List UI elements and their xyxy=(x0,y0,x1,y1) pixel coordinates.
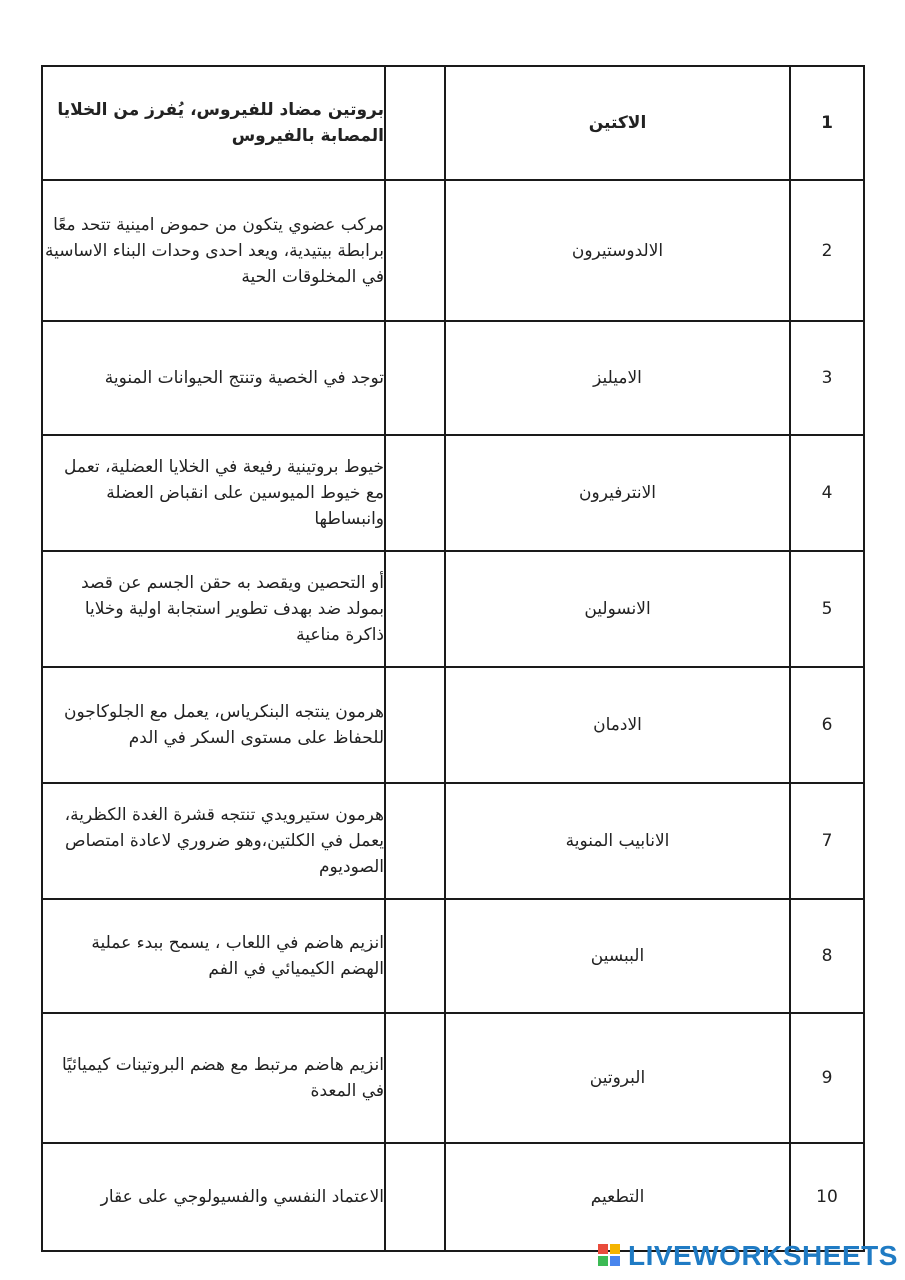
answer-box[interactable] xyxy=(385,435,445,551)
row-number: 9 xyxy=(790,1013,864,1143)
table-row xyxy=(42,667,864,783)
row-number: 6 xyxy=(790,667,864,783)
term-cell: التطعيم xyxy=(445,1143,790,1251)
answer-box[interactable] xyxy=(385,551,445,667)
table-row xyxy=(42,899,864,1013)
table-row xyxy=(42,783,864,899)
answer-box[interactable] xyxy=(385,321,445,435)
answer-box[interactable] xyxy=(385,667,445,783)
answer-box[interactable] xyxy=(385,180,445,321)
term-cell: الالدوستيرون xyxy=(445,180,790,321)
liveworksheets-logo xyxy=(598,1242,898,1270)
term-cell: الاكتين xyxy=(445,66,790,180)
definition-cell: انزيم هاضم مرتبط مع هضم البروتينات كيميائيًا في المعدة xyxy=(42,1013,385,1143)
row-number: 1 xyxy=(790,66,864,180)
term-cell: الانابيب المنوية xyxy=(445,783,790,899)
matching-table xyxy=(41,65,865,1252)
liveworksheets-logo-icon xyxy=(598,1244,622,1268)
logo-text: LIVEWORKSHEETS xyxy=(628,1240,898,1271)
term-cell: الانترفيرون xyxy=(445,435,790,551)
table-row xyxy=(42,66,864,180)
table-row xyxy=(42,1013,864,1143)
answer-box[interactable] xyxy=(385,1013,445,1143)
answer-box[interactable] xyxy=(385,899,445,1013)
table-row xyxy=(42,435,864,551)
row-number: 5 xyxy=(790,551,864,667)
definition-cell: هرمون ينتجه البنكرياس، يعمل مع الجلوكاجون للحفاظ على مستوى السكر في الدم xyxy=(42,667,385,783)
term-cell: الاميليز xyxy=(445,321,790,435)
row-number: 8 xyxy=(790,899,864,1013)
term-cell: الببسين xyxy=(445,899,790,1013)
row-number: 4 xyxy=(790,435,864,551)
row-number: 7 xyxy=(790,783,864,899)
definition-cell: خيوط بروتينية رفيعة في الخلايا العضلية، تعمل مع خيوط الميوسين على انقباض العضلة وانبساطها xyxy=(42,435,385,551)
definition-cell: بروتين مضاد للفيروس، يُفرز من الخلايا المصابة بالفيروس xyxy=(42,66,385,180)
term-cell: الانسولين xyxy=(445,551,790,667)
definition-cell: أو التحصين ويقصد به حقن الجسم عن قصد بمولد ضد بهدف تطوير استجابة اولية وخلايا ذاكرة مناعية xyxy=(42,551,385,667)
definition-cell: الاعتماد النفسي والفسيولوجي على عقار xyxy=(42,1143,385,1251)
row-number: 3 xyxy=(790,321,864,435)
definition-cell: توجد في الخصية وتنتج الحيوانات المنوية xyxy=(42,321,385,435)
table-row xyxy=(42,1143,864,1251)
definition-cell: هرمون ستيرويدي تنتجه قشرة الغدة الكظرية، يعمل في الكلتين،وهو ضروري لاعادة امتصاص الصوديوم xyxy=(42,783,385,899)
definition-cell: مركب عضوي يتكون من حموض امينية تتحد معًا برابطة بيتيدية، ويعد احدى وحدات البناء الاساسية في المخلوقات الحية xyxy=(42,180,385,321)
answer-box[interactable] xyxy=(385,66,445,180)
table-row xyxy=(42,551,864,667)
answer-box[interactable] xyxy=(385,783,445,899)
row-number: 2 xyxy=(790,180,864,321)
answer-box[interactable] xyxy=(385,1143,445,1251)
term-cell: البروتين xyxy=(445,1013,790,1143)
table-row xyxy=(42,321,864,435)
term-cell: الادمان xyxy=(445,667,790,783)
row-number: 10 xyxy=(790,1143,864,1251)
table-row xyxy=(42,180,864,321)
definition-cell: انزيم هاضم في اللعاب ، يسمح ببدء عملية الهضم الكيميائي في الفم xyxy=(42,899,385,1013)
